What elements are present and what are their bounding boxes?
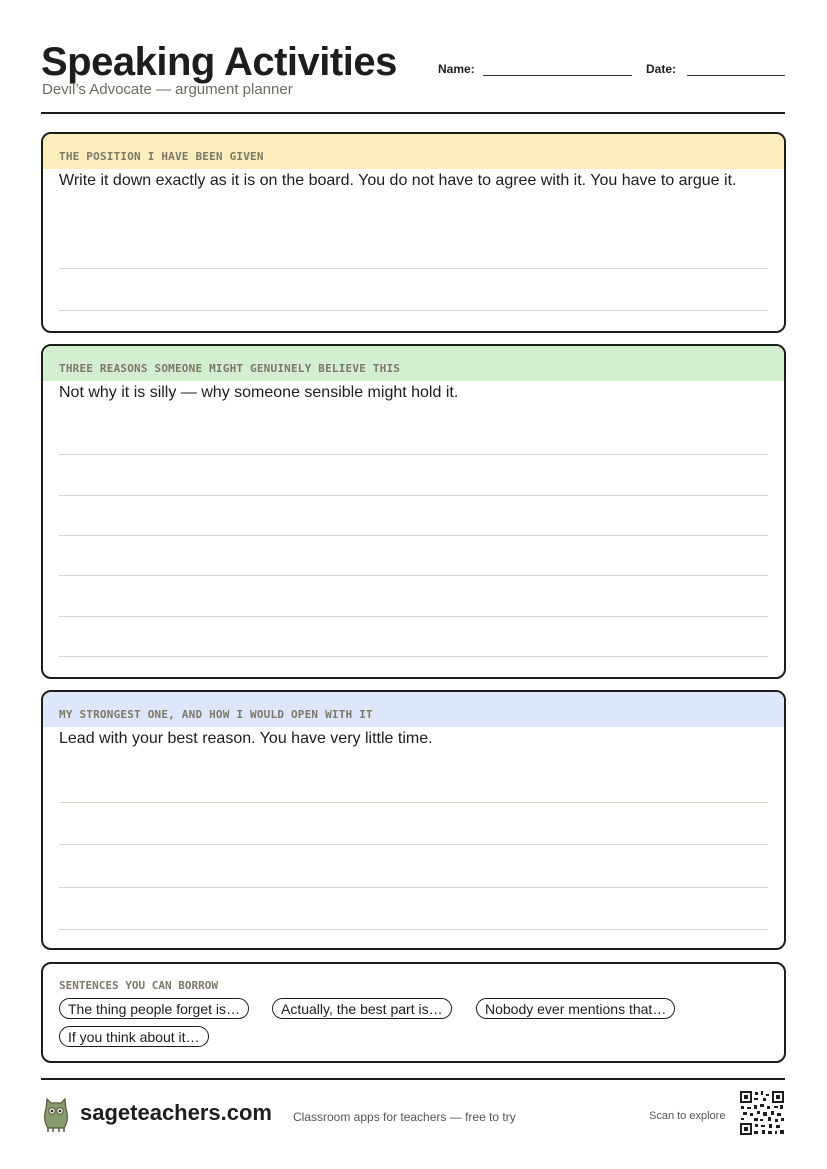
reasons-section [41,344,786,679]
position-section-prompt: Write it down exactly as it is on the board. You do not have to agree with it. You have to argue it. [59,172,737,189]
writing-line[interactable] [59,535,768,536]
reasons-section-prompt: Not why it is silly — why someone sensible might hold it. [59,384,459,401]
writing-line[interactable] [59,844,768,845]
page-subtitle: Devil’s Advocate — argument planner [42,81,293,98]
opening-section-prompt: Lead with your best reason. You have very little time. [59,730,433,747]
footer-divider [41,1078,785,1080]
date-label: Date: [646,62,677,76]
sentence-chip: Actually, the best part is… [272,998,452,1019]
qr-code-icon [739,1090,785,1136]
reasons-section-label: THREE REASONS SOMEONE MIGHT GENUINELY BELIEVE THIS [59,362,401,375]
sentence-chip: Nobody ever mentions that… [476,998,675,1019]
page-title: Speaking Activities [41,40,397,84]
writing-line[interactable] [59,310,768,311]
owl-mascot-icon [41,1095,71,1133]
scan-text: Scan to explore [649,1110,726,1122]
reasons-section-band [43,346,784,381]
writing-line[interactable] [59,887,768,888]
name-field[interactable] [483,75,632,76]
position-section-label: THE POSITION I HAVE BEEN GIVEN [59,150,264,163]
position-section [41,132,786,333]
opening-section [41,690,786,950]
writing-line[interactable] [59,929,768,930]
sentence-chip: The thing people forget is… [59,998,249,1019]
opening-section-band [43,692,784,727]
writing-line[interactable] [59,575,768,576]
writing-line[interactable] [59,454,768,455]
opening-section-label: MY STRONGEST ONE, AND HOW I WOULD OPEN WITH IT [59,708,373,721]
date-field[interactable] [687,75,785,76]
writing-line[interactable] [59,656,768,657]
footer-brand: sageteachers.com [80,1100,272,1125]
header-divider [41,112,785,114]
borrow-section-label: SENTENCES YOU CAN BORROW [59,979,218,992]
footer-tagline: Classroom apps for teachers — free to try [293,1110,516,1124]
name-label: Name: [438,62,475,76]
writing-line[interactable] [59,616,768,617]
position-section-band [43,134,784,169]
writing-line[interactable] [59,802,768,803]
borrow-section [41,962,786,1063]
writing-line[interactable] [59,495,768,496]
writing-line[interactable] [59,268,768,269]
sentence-chip: If you think about it… [59,1026,209,1047]
